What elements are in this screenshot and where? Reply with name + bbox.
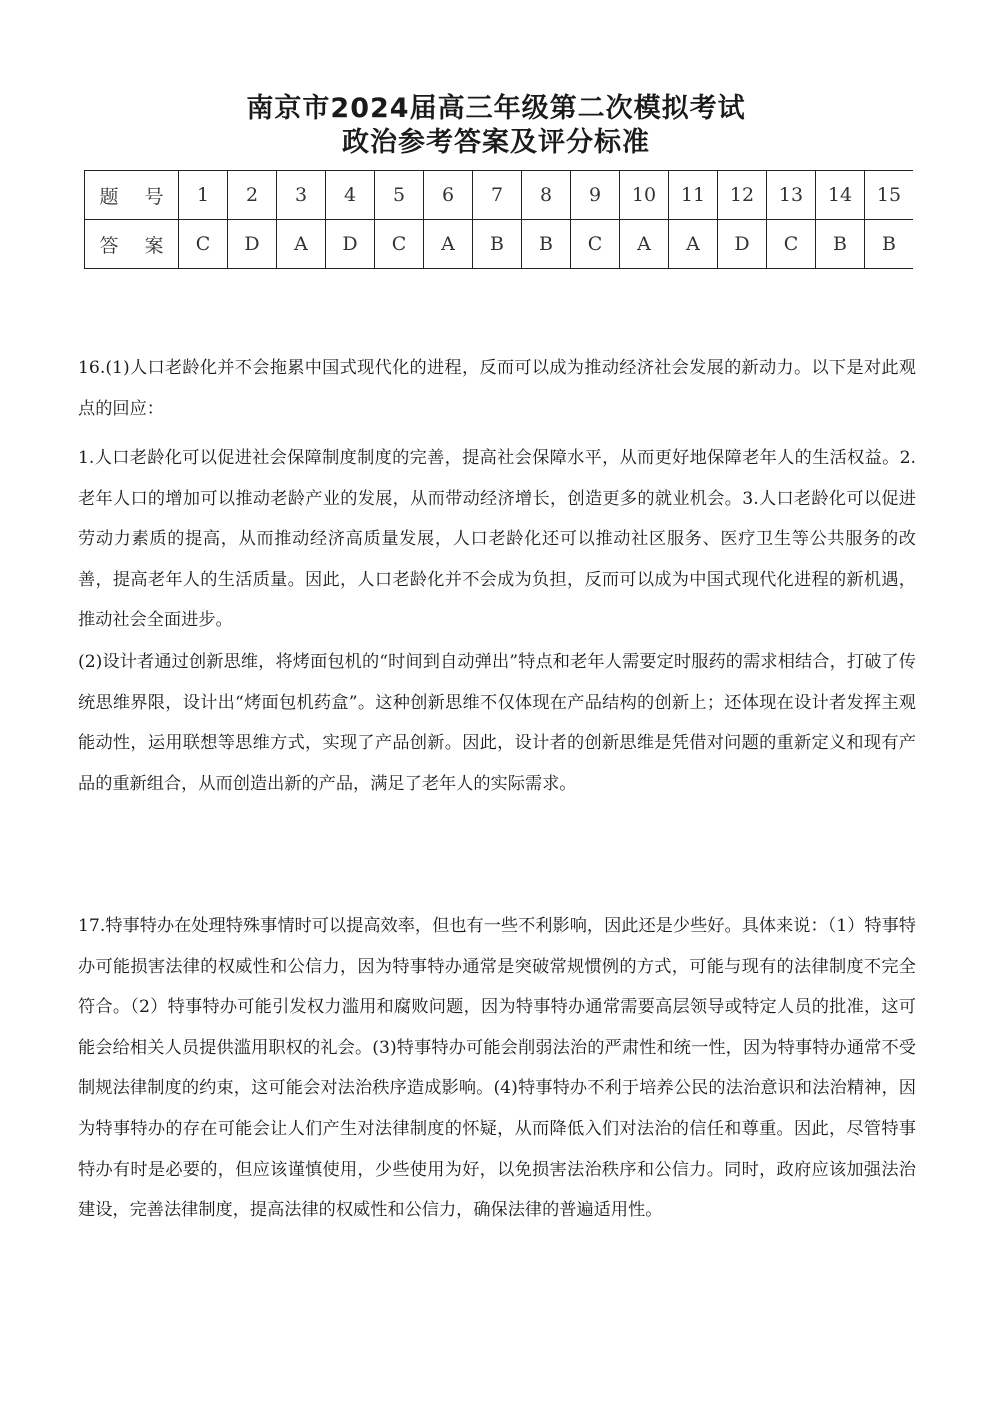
question-number-cell: 12 — [718, 171, 767, 220]
answer-table-number-row — [85, 171, 914, 220]
answer-cell: D — [718, 220, 767, 269]
question-number-cell: 10 — [620, 171, 669, 220]
question-number-cell: 2 — [228, 171, 277, 220]
question-number-cell: 7 — [473, 171, 522, 220]
answer-cell: B — [865, 220, 914, 269]
answer-cell: B — [816, 220, 865, 269]
answer-cell: B — [522, 220, 571, 269]
answer-cell: A — [277, 220, 326, 269]
question-number-cell: 3 — [277, 171, 326, 220]
answer-cell: C — [767, 220, 816, 269]
question-number-cell: 9 — [571, 171, 620, 220]
page-subtitle: 政治参考答案及评分标准 — [342, 127, 650, 158]
answer-cell: A — [620, 220, 669, 269]
answer-cell: D — [228, 220, 277, 269]
answer-cell: B — [473, 220, 522, 269]
question-number-cell: 15 — [865, 171, 914, 220]
question-number-cell: 5 — [375, 171, 424, 220]
answer-cell: A — [424, 220, 473, 269]
question-number-cell: 11 — [669, 171, 718, 220]
q16-part1-body: 1.人口老龄化可以促进社会保障制度制度的完善，提高社会保障水平，从而更好地保障老年人的生活权益。2.老年人口的增加可以推动老龄产业的发展，从而带动经济增长，创造更多的就业机会。3.人口老龄化可以促进劳动力素质的提高，从而推动经济高质量发展，人口老龄化还可以推动社区服务、医疗卫生等公共服务的改善，提高老年人的生活质量。因此，人口老龄化并不会成为负担，反而可以成为中国式现代化进程的新机遇，推动社会全面进步。 — [78, 448, 916, 631]
question-number-cell: 14 — [816, 171, 865, 220]
answer-cell: C — [179, 220, 228, 269]
answer-table — [84, 170, 913, 269]
q17-answer: 17.特事特办在处理特殊事情时可以提高效率，但也有一些不利影响，因此还是少些好。具体来说：（1）特事特办可能损害法律的权威性和公信力，因为特事特办通常是突破常规惯例的方式，可能与现有的法律制度不完全符合。（2）特事特办可能引发权力滥用和腐败问题，因为特事特办通常需要高层领导或特定人员的批准，这可能会给相关人员提供滥用职权的礼会。(3)特事特办可能会削弱法治的严肃性和统一性，因为特事特办通常不受制规法律制度的约束，这可能会对法治秩序造成影响。(4)特事特办不利于培养公民的法治意识和法治精神，因为特事特办的存在可能会让人们产生对法律制度的怀疑，从而降低入们对法治的信任和尊重。因此，尽管特事特办有时是必要的，但应该谨慎使用，少些使用为好，以免损害法治秩序和公信力。同时，政府应该加强法治建设，完善法律制度，提高法律的权威性和公信力，确保法律的普遍适用性。 — [78, 916, 916, 1221]
question-number-cell: 6 — [424, 171, 473, 220]
question-number-cell: 13 — [767, 171, 816, 220]
q16-part1-intro: 16.(1)人口老龄化并不会拖累中国式现代化的进程，反而可以成为推动经济社会发展的新动力。以下是对此观点的回应： — [78, 358, 916, 419]
row-label-number: 题 号 — [85, 171, 179, 220]
question-number-cell: 4 — [326, 171, 375, 220]
question-number-cell: 1 — [179, 171, 228, 220]
q16-part2: (2)设计者通过创新思维，将烤面包机的“时间到自动弹出”特点和老年人需要定时服药的需求相结合，打破了传统思维界限，设计出“烤面包机药盒”。这种创新思维不仅体现在产品结构的创新上；还体现在设计者发挥主观能动性，运用联想等思维方式，实现了产品创新。因此，设计者的创新思维是凭借对问题的重新定义和现有产品的重新组合，从而创造出新的产品，满足了老年人的实际需求。 — [78, 652, 916, 794]
page-title: 南京市2024届高三年级第二次模拟考试 — [246, 93, 746, 124]
answer-cell: A — [669, 220, 718, 269]
answer-cell: C — [571, 220, 620, 269]
answer-table-answer-row — [85, 220, 914, 269]
row-label-answer: 答 案 — [85, 220, 179, 269]
answer-cell: C — [375, 220, 424, 269]
answer-cell: D — [326, 220, 375, 269]
question-number-cell: 8 — [522, 171, 571, 220]
